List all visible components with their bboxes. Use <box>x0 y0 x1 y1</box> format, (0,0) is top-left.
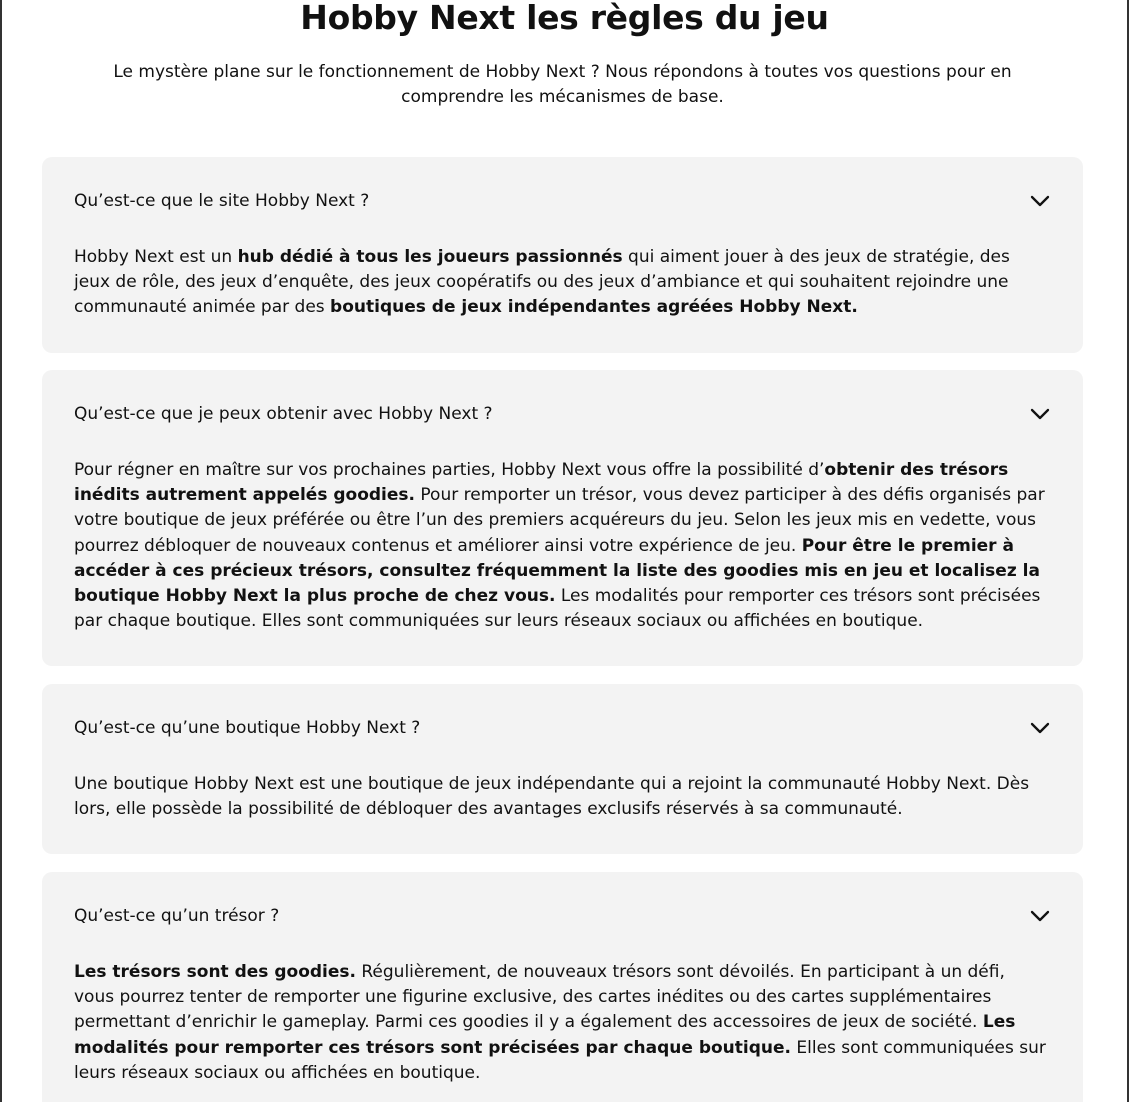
answer-emphasis: obtenir des trésors inédits autrement appelés goodies. <box>74 460 1009 506</box>
chevron-down-icon[interactable] <box>1029 192 1051 210</box>
answer-emphasis: Les trésors sont des goodies. <box>74 962 356 982</box>
answer-text: Hobby Next est un <box>74 247 238 267</box>
answer-emphasis: boutiques de jeux indépendantes agréées Hobby Next. <box>330 297 858 318</box>
answer-text: Régulièrement, de nouveaux trésors sont dévoilés. En participant à un défi, vous pourrez tenter de remporter une figurine exclusive, des cartes inédites ou des cartes supplémentaires permettant d’enrichir le gameplay. Parmi ces goodies il y a également des accessoires de jeux de société. <box>74 962 1005 1033</box>
faq-answer <box>74 772 1049 822</box>
faq-question: Qu’est-ce que je peux obtenir avec Hobby Next ? <box>74 404 493 424</box>
answer-text: Pour régner en maître sur vos prochaines parties, Hobby Next vous offre la possibilité d’ <box>74 460 825 480</box>
chevron-down-icon[interactable] <box>1029 719 1051 737</box>
faq-question-toggle[interactable] <box>74 714 1051 742</box>
answer-text: Les modalités pour remporter ces trésors sont précisées par chaque boutique. Elles sont communiquées sur leurs réseaux sociaux ou affichées en boutique. <box>74 586 1041 632</box>
chevron-down-icon[interactable] <box>1029 405 1051 423</box>
answer-emphasis: Les modalités pour remporter ces trésors sont précisées par chaque boutique. <box>74 1012 1016 1058</box>
answer-text: Pour remporter un trésor, vous devez participer à des défis organisés par votre boutique de jeux préférée ou être l’un des premiers acquéreurs du jeu. Selon les jeux mis en vedette, vous pourrez débloquer de nouveaux contenus et améliorer ainsi votre expérience de jeu. <box>74 485 1045 556</box>
faq-question: Qu’est-ce qu’une boutique Hobby Next ? <box>74 718 421 738</box>
faq-answer <box>74 245 1049 321</box>
faq-question-toggle[interactable] <box>74 400 1051 428</box>
faq-question-toggle[interactable] <box>74 187 1051 215</box>
faq-answer <box>74 960 1049 1086</box>
answer-emphasis: hub dédié à tous les joueurs passionnés <box>237 247 623 267</box>
answer-text: qui aiment jouer à des jeux de stratégie, des jeux de rôle, des jeux d’enquête, des jeux coopératifs ou des jeux d’ambiance et qui souhaitent rejoindre une communauté animée par des <box>74 247 1010 318</box>
faq-question: Qu’est-ce que le site Hobby Next ? <box>74 191 370 211</box>
chevron-down-icon[interactable] <box>1029 907 1051 925</box>
faq-item <box>42 370 1083 666</box>
answer-text: Une boutique Hobby Next est une boutique de jeux indépendante qui a rejoint la communauté Hobby Next. Dès lors, elle possède la possibilité de débloquer des avantages exclusifs réservés à sa communauté. <box>74 774 1030 820</box>
page-title: Hobby Next les règles du jeu <box>300 0 829 37</box>
faq-item <box>42 684 1083 854</box>
answer-emphasis: Pour être le premier à accéder à ces précieux trésors, consultez fréquemment la liste des goodies mis en jeu et localisez la boutique Hobby Next la plus proche de chez vous. <box>74 535 1040 607</box>
faq-question: Qu’est-ce qu’un trésor ? <box>74 906 280 926</box>
answer-text: Elles sont communiquées sur leurs réseaux sociaux ou affichées en boutique. <box>74 1037 1046 1083</box>
faq-item <box>42 157 1083 353</box>
faq-item <box>42 872 1083 1102</box>
faq-answer <box>74 458 1049 634</box>
page-subtitle: Le mystère plane sur le fonctionnement de Hobby Next ? Nous répondons à toutes vos questions pour en comprendre les mécanismes de base. <box>113 62 1012 107</box>
faq-question-toggle[interactable] <box>74 902 1051 930</box>
page-border-left <box>0 0 2 1102</box>
